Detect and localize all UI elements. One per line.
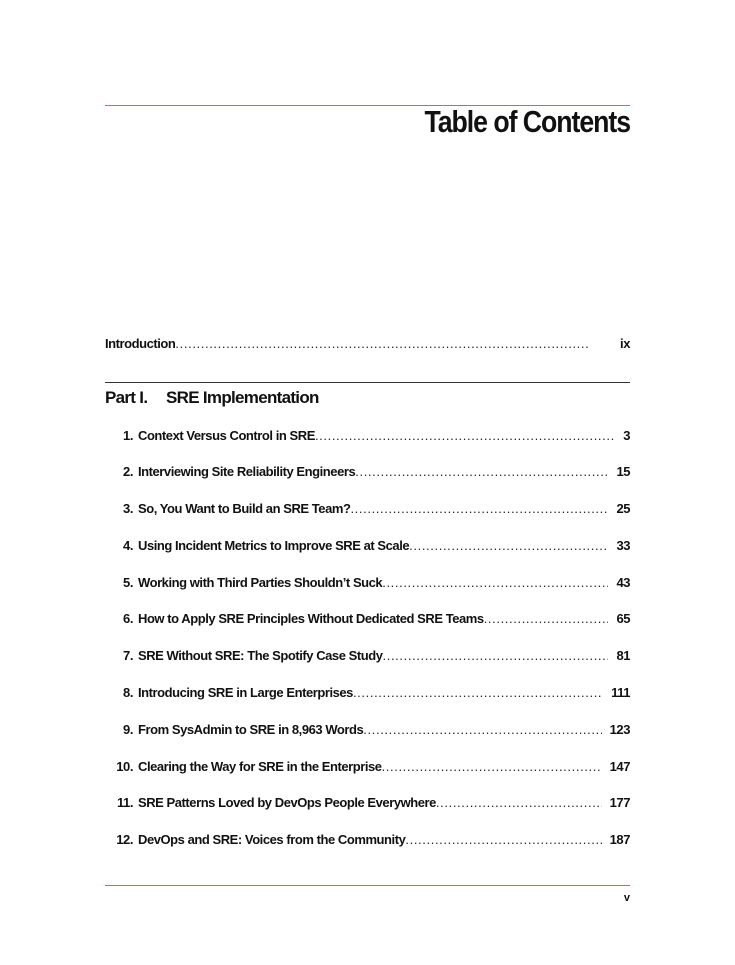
chapter-page: 43: [616, 575, 630, 590]
toc-entry-chapter[interactable]: [105, 685, 630, 705]
chapter-title: Clearing the Way for SRE in the Enterprise: [138, 759, 382, 774]
toc-entry-label: Introduction: [105, 336, 176, 351]
chapter-title: SRE Patterns Loved by DevOps People Everywhere: [138, 795, 436, 810]
dot-leader: [383, 648, 609, 663]
dot-leader: [355, 464, 608, 479]
chapter-page: 3: [623, 428, 630, 443]
toc-entry-chapter[interactable]: [105, 611, 630, 631]
part-title: SRE Implementation: [166, 388, 319, 407]
dot-leader: [382, 759, 602, 774]
dot-leader: [350, 501, 608, 516]
chapter-page: 33: [616, 538, 630, 553]
toc-entry-chapter[interactable]: [105, 648, 630, 668]
chapter-page: 111: [611, 685, 630, 700]
bottom-rule: [105, 885, 630, 886]
toc-entry-chapter[interactable]: [105, 759, 630, 779]
chapter-title: From SysAdmin to SRE in 8,963 Words: [138, 722, 364, 737]
dot-leader: [484, 611, 609, 626]
chapter-title: Context Versus Control in SRE: [138, 428, 315, 443]
chapter-page: 123: [609, 722, 630, 737]
toc-entry-chapter[interactable]: [105, 575, 630, 595]
toc-entry-chapter[interactable]: [105, 722, 630, 742]
chapter-number: 10.: [116, 759, 133, 774]
chapter-page: 25: [616, 501, 630, 516]
chapter-number: 7.: [123, 648, 133, 663]
chapter-title: Interviewing Site Reliability Engineers: [138, 464, 356, 479]
toc-entry-chapter[interactable]: [105, 832, 630, 852]
chapter-number: 2.: [123, 464, 133, 479]
chapter-page: 147: [609, 759, 630, 774]
chapter-title: SRE Without SRE: The Spotify Case Study: [138, 648, 383, 663]
chapter-title: DevOps and SRE: Voices from the Community: [138, 832, 406, 847]
chapter-number: 12.: [116, 832, 133, 847]
page-title: Table of Contents: [424, 104, 630, 139]
part-heading[interactable]: [105, 388, 319, 408]
chapter-title: Working with Third Parties Shouldn’t Suck: [138, 575, 383, 590]
dot-leader: [436, 795, 602, 810]
chapter-page: 65: [616, 611, 630, 626]
toc-entry-chapter[interactable]: [105, 428, 630, 448]
chapter-page: 81: [616, 648, 630, 663]
dot-leader: [363, 722, 601, 737]
chapter-page: 15: [616, 464, 630, 479]
dot-leader: [409, 538, 608, 553]
toc-entry-page: ix: [620, 336, 630, 351]
chapter-page: 187: [609, 832, 630, 847]
dot-leader: [382, 575, 608, 590]
part-rule: [105, 382, 630, 383]
toc-entry-chapter[interactable]: [105, 538, 630, 558]
dot-leader: [353, 685, 603, 700]
toc-entry-chapter[interactable]: [105, 464, 630, 484]
dot-leader: [405, 832, 601, 847]
chapter-number: 5.: [123, 575, 133, 590]
toc-entry-introduction[interactable]: [105, 336, 630, 356]
chapter-title: Using Incident Metrics to Improve SRE at Scale: [138, 538, 410, 553]
chapter-title: So, You Want to Build an SRE Team?: [138, 501, 351, 516]
part-label: Part I.: [105, 388, 148, 407]
chapter-number: 11.: [116, 795, 133, 810]
chapter-title: Introducing SRE in Large Enterprises: [138, 685, 353, 700]
chapter-page: 177: [609, 795, 630, 810]
chapter-number: 6.: [123, 611, 133, 626]
toc-entry-chapter[interactable]: [105, 795, 630, 815]
chapter-number: 8.: [123, 685, 133, 700]
page-folio: v: [623, 892, 630, 904]
chapter-number: 3.: [123, 501, 133, 516]
chapter-title: How to Apply SRE Principles Without Dedicated SRE Teams: [138, 611, 484, 626]
chapter-number: 4.: [123, 538, 133, 553]
chapter-number: 1.: [123, 428, 133, 443]
toc-entry-chapter[interactable]: [105, 501, 630, 521]
dot-leader: [175, 336, 612, 351]
dot-leader: [315, 428, 615, 443]
chapter-number: 9.: [123, 722, 133, 737]
